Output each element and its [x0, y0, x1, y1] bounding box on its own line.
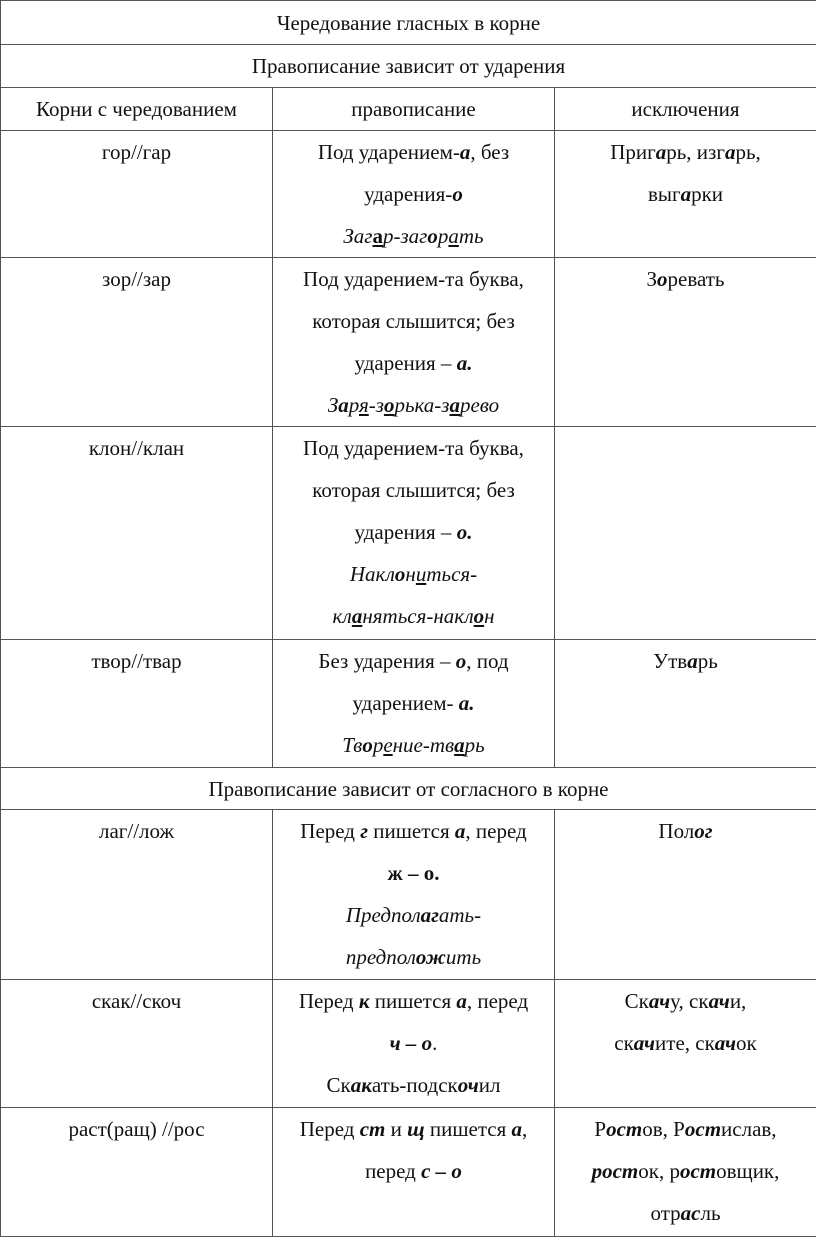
- text-segment: ,: [522, 1117, 527, 1141]
- text-line: [559, 640, 812, 682]
- text-segment: ударения-: [364, 182, 452, 206]
- text-segment: рь,: [735, 140, 760, 164]
- text-segment: а: [656, 140, 667, 164]
- text-segment: ударения –: [355, 351, 457, 375]
- text-line: [277, 427, 550, 469]
- text-segment: а: [681, 182, 692, 206]
- text-segment: ас: [681, 1201, 701, 1225]
- text-segment: а: [352, 604, 363, 628]
- table-row: [1, 427, 816, 640]
- text-segment: пишется: [368, 819, 455, 843]
- text-line: [277, 553, 550, 595]
- spelling-rule-cell: [273, 131, 555, 258]
- spelling-rule-cell: [273, 258, 555, 427]
- text-segment: овщик,: [716, 1159, 779, 1183]
- text-line: [277, 852, 550, 894]
- text-segment: ние-тв: [393, 733, 455, 757]
- root-text: лаг//лож: [5, 810, 268, 852]
- text-segment: которая слышится; без: [312, 309, 515, 333]
- text-segment: о: [657, 267, 668, 291]
- text-segment: г: [360, 819, 368, 843]
- text-segment: Под ударением-та буква,: [303, 436, 524, 460]
- text-segment: о.: [457, 520, 473, 544]
- text-line: [277, 640, 550, 682]
- text-segment: Накл: [350, 562, 395, 586]
- text-segment: а: [372, 224, 383, 248]
- text-segment: ог: [694, 819, 712, 843]
- text-line: [277, 384, 550, 426]
- section-heading-stress: Правописание зависит от ударения: [1, 45, 816, 88]
- text-segment: ударением-: [352, 691, 458, 715]
- text-segment: , под: [466, 649, 508, 673]
- text-segment: Тв: [342, 733, 362, 757]
- text-line: [559, 1108, 812, 1150]
- text-segment: ост: [685, 1117, 721, 1141]
- exceptions-cell: [555, 980, 816, 1108]
- root-cell: [1, 810, 273, 980]
- column-header-exceptions: исключения: [555, 88, 816, 131]
- text-segment: ок: [736, 1031, 757, 1055]
- text-segment: а.: [457, 351, 473, 375]
- text-segment: Приг: [610, 140, 656, 164]
- text-segment: выг: [648, 182, 681, 206]
- text-segment: о: [384, 393, 395, 417]
- text-segment: Без ударения –: [318, 649, 455, 673]
- text-segment: Ск: [327, 1073, 351, 1097]
- text-line: [277, 342, 550, 384]
- exceptions-cell: [555, 640, 816, 768]
- text-line: [277, 724, 550, 766]
- text-segment: ост: [680, 1159, 716, 1183]
- text-line: [559, 810, 812, 852]
- exceptions-cell: [555, 427, 816, 640]
- text-line: [277, 595, 550, 637]
- text-segment: Предпол: [346, 903, 421, 927]
- text-segment: а: [460, 140, 471, 164]
- text-segment: ислав,: [721, 1117, 777, 1141]
- text-segment: Ск: [625, 989, 649, 1013]
- text-segment: ч – о: [390, 1031, 433, 1055]
- text-line: [277, 1108, 550, 1150]
- text-segment: З: [646, 267, 657, 291]
- text-segment: а: [454, 733, 465, 757]
- text-segment: , перед: [467, 989, 528, 1013]
- text-line: [277, 980, 550, 1022]
- text-line: [277, 810, 550, 852]
- text-segment: ил: [479, 1073, 501, 1097]
- text-segment: ст: [360, 1117, 386, 1141]
- text-segment: рь, изг: [666, 140, 725, 164]
- spelling-rule-cell: [273, 980, 555, 1108]
- text-segment: н: [484, 604, 494, 628]
- text-segment: е: [383, 733, 392, 757]
- table-row: [1, 980, 816, 1108]
- text-segment: я: [359, 393, 369, 417]
- text-segment: ться-: [426, 562, 477, 586]
- exceptions-cell: [555, 131, 816, 258]
- text-line: [277, 258, 550, 300]
- text-segment: -з: [369, 393, 384, 417]
- text-segment: а: [449, 393, 460, 417]
- text-line: [277, 300, 550, 342]
- text-segment: ать-: [439, 903, 481, 927]
- text-segment: Перед: [300, 819, 360, 843]
- root-text: зор//зар: [5, 258, 268, 300]
- text-line: [277, 1064, 550, 1106]
- text-segment: о: [427, 224, 438, 248]
- text-segment: а: [455, 819, 466, 843]
- column-header-spelling: правописание: [273, 88, 555, 131]
- text-segment: а: [725, 140, 736, 164]
- text-segment: ударения –: [355, 520, 457, 544]
- text-segment: ль: [700, 1201, 720, 1225]
- text-segment: рки: [691, 182, 723, 206]
- text-line: [559, 131, 812, 173]
- root-cell: [1, 1108, 273, 1237]
- text-segment: которая слышится; без: [312, 478, 515, 502]
- text-line: [277, 215, 550, 257]
- text-segment: ач: [649, 989, 670, 1013]
- table-row: [1, 131, 816, 258]
- table-row: [1, 640, 816, 768]
- text-line: [277, 131, 550, 173]
- text-segment: Заг: [343, 224, 372, 248]
- text-segment: , без: [470, 140, 509, 164]
- text-segment: о: [456, 649, 467, 673]
- text-segment: Перед: [299, 989, 359, 1013]
- text-segment: с – о: [421, 1159, 462, 1183]
- text-segment: кл: [332, 604, 351, 628]
- spelling-rule-cell: [273, 640, 555, 768]
- text-segment: З: [328, 393, 338, 417]
- text-segment: о: [474, 604, 485, 628]
- text-segment: пишется: [425, 1117, 512, 1141]
- text-segment: оч: [458, 1073, 479, 1097]
- spelling-rule-cell: [273, 1108, 555, 1237]
- exceptions-cell: [555, 258, 816, 427]
- root-text: твор//твар: [5, 640, 268, 682]
- text-segment: ост: [606, 1117, 642, 1141]
- text-segment: р: [438, 224, 449, 248]
- text-segment: щ: [407, 1117, 425, 1141]
- text-segment: р: [373, 733, 384, 757]
- spelling-rule-cell: [273, 427, 555, 640]
- text-segment: у, ск: [670, 989, 708, 1013]
- text-segment: о: [395, 562, 406, 586]
- text-line: [277, 469, 550, 511]
- spelling-rule-cell: [273, 810, 555, 980]
- text-line: [559, 1022, 812, 1064]
- text-segment: Под ударением-та буква,: [303, 267, 524, 291]
- text-line: [559, 173, 812, 215]
- text-segment: а: [456, 989, 467, 1013]
- text-segment: о: [452, 182, 463, 206]
- text-segment: ать-подск: [372, 1073, 458, 1097]
- text-segment: рост: [592, 1159, 639, 1183]
- text-line: [277, 936, 550, 978]
- text-segment: Под ударением-: [318, 140, 460, 164]
- table-row: [1, 810, 816, 980]
- root-cell: [1, 427, 273, 640]
- text-line: [277, 682, 550, 724]
- text-segment: ить: [446, 945, 481, 969]
- text-segment: ть: [459, 224, 484, 248]
- text-segment: ак: [351, 1073, 372, 1097]
- table-row: [1, 258, 816, 427]
- text-segment: отр: [650, 1201, 680, 1225]
- text-line: [559, 980, 812, 1022]
- text-segment: Утв: [653, 649, 687, 673]
- text-segment: ач: [634, 1031, 655, 1055]
- text-segment: ок, р: [638, 1159, 680, 1183]
- text-segment: к: [359, 989, 370, 1013]
- text-segment: ач: [715, 1031, 736, 1055]
- exceptions-cell: [555, 1108, 816, 1237]
- root-text: раст(ращ) //рос: [5, 1108, 268, 1150]
- text-segment: Пол: [658, 819, 694, 843]
- text-segment: и: [416, 562, 427, 586]
- root-cell: [1, 980, 273, 1108]
- text-segment: рь: [465, 733, 485, 757]
- text-segment: о: [362, 733, 373, 757]
- text-segment: рька-з: [394, 393, 449, 417]
- text-segment: а: [338, 393, 349, 417]
- text-segment: р: [349, 393, 359, 417]
- text-segment: , перед: [465, 819, 526, 843]
- text-segment: рево: [460, 393, 499, 417]
- text-segment: Перед: [300, 1117, 360, 1141]
- text-line: [277, 1022, 550, 1064]
- text-line: [277, 894, 550, 936]
- text-segment: ите, ск: [655, 1031, 715, 1055]
- text-segment: няться-накл: [362, 604, 473, 628]
- text-segment: ож: [416, 945, 446, 969]
- root-cell: [1, 640, 273, 768]
- text-line: [559, 1192, 812, 1234]
- table-title: Чередование гласных в корне: [1, 1, 816, 45]
- section-heading-consonant: Правописание зависит от согласного в корне: [1, 768, 816, 810]
- exceptions-cell: [555, 810, 816, 980]
- text-segment: Р: [594, 1117, 606, 1141]
- text-segment: а: [687, 649, 698, 673]
- text-segment: перед: [365, 1159, 421, 1183]
- text-segment: а.: [459, 691, 475, 715]
- root-text: клон//клан: [5, 427, 268, 469]
- text-segment: аг: [421, 903, 439, 927]
- text-segment: пишется: [369, 989, 456, 1013]
- text-segment: и: [385, 1117, 407, 1141]
- root-text: скак//скоч: [5, 980, 268, 1022]
- text-line: [277, 1150, 550, 1192]
- root-cell: [1, 131, 273, 258]
- text-segment: а: [448, 224, 459, 248]
- text-line: [559, 1150, 812, 1192]
- table-row: [1, 1108, 816, 1237]
- text-segment: ревать: [668, 267, 725, 291]
- column-header-roots: Корни с чередованием: [1, 88, 273, 131]
- text-segment: рь: [698, 649, 718, 673]
- text-segment: р-заг: [383, 224, 427, 248]
- text-segment: ов, Р: [642, 1117, 685, 1141]
- root-cell: [1, 258, 273, 427]
- text-line: [559, 258, 812, 300]
- text-line: [277, 173, 550, 215]
- text-line: [277, 511, 550, 553]
- root-text: гор//гар: [5, 131, 268, 173]
- text-segment: а: [512, 1117, 523, 1141]
- text-segment: и,: [730, 989, 747, 1013]
- text-segment: ач: [709, 989, 730, 1013]
- text-segment: .: [432, 1031, 437, 1055]
- text-segment: предпол: [346, 945, 416, 969]
- text-segment: ск: [614, 1031, 634, 1055]
- text-segment: ж – о.: [388, 861, 440, 885]
- text-segment: н: [405, 562, 415, 586]
